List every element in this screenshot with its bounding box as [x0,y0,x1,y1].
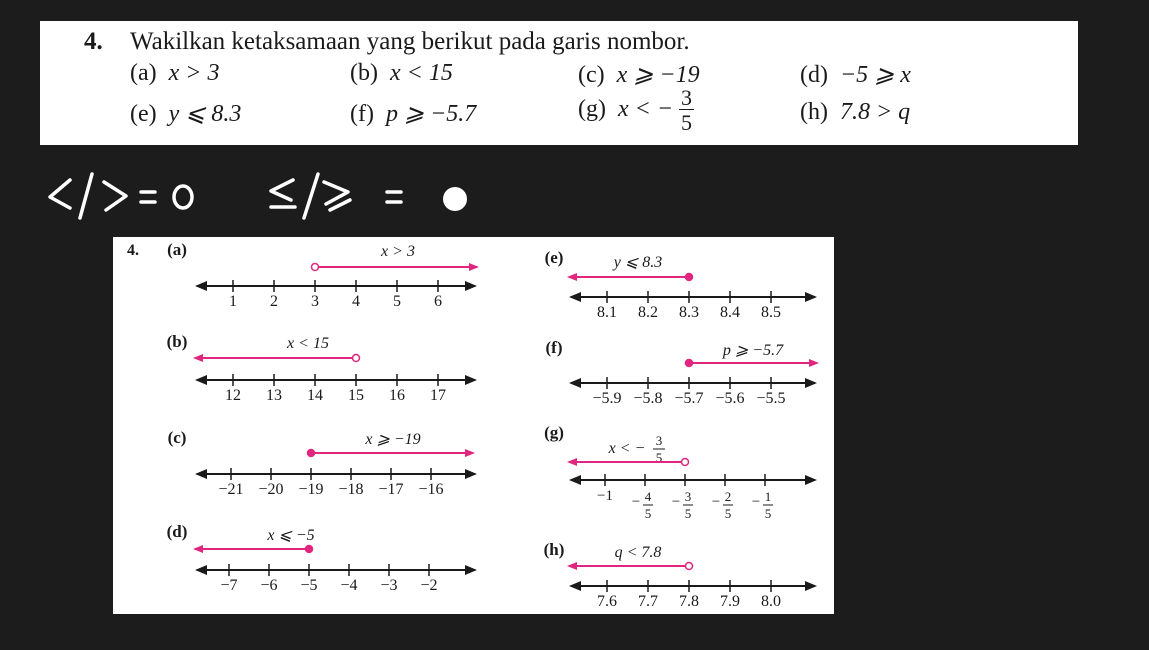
item-g-tick-label-num: 2 [724,489,732,504]
item-h-tick-label: 7.8 [679,593,699,610]
item-c-tick-label: −18 [338,481,364,498]
equals-stroke [141,192,155,202]
item-c-axis-left-arrow [195,469,207,479]
item-c-tick-label: −17 [378,481,404,498]
item-g-tick-label-sign: − [631,494,641,510]
item-b-tick-label: 12 [225,387,241,404]
question-number: 4. [84,28,103,55]
item-h-ray-arrow [567,562,577,570]
equals-stroke-2 [387,192,401,202]
item-g-tick-label: −1 [597,488,613,504]
item-g-tick-label-sign: − [671,494,681,510]
number-lines [113,237,834,614]
item-a-tick-label: 4 [352,293,360,310]
item-h-axis-left-arrow [569,581,581,591]
item-g-inequality: x < − [608,440,646,457]
item-b-tick-label: 13 [266,387,282,404]
item-b-tick-label: 16 [389,387,405,404]
part-h: (h) 7.8 > q [800,99,911,125]
item-g-ray-arrow [567,458,577,466]
item-c-label: (c) [167,428,187,447]
item-e-tick-label: 8.3 [679,304,699,321]
item-d-ray-arrow [193,545,203,553]
item-h-open-point [686,563,693,570]
item-h-label: (h) [543,540,565,559]
item-g-axis-right-arrow [805,475,817,485]
item-a-tick-label: 2 [270,293,278,310]
item-h-tick-label: 8.0 [761,593,781,610]
item-b-inequality: x < 15 [287,335,329,352]
item-c-tick-label: −20 [258,481,284,498]
item-g-tick-label-num: 4 [644,489,652,504]
part-a: (a) x > 3 [130,60,220,86]
item-g-tick-label-den: 5 [724,506,732,521]
item-a-inequality: x > 3 [381,243,415,260]
item-g-tick-label-sign: − [711,494,721,510]
item-e-inequality: y ⩽ 8.3 [613,254,663,271]
item-e-closed-point [686,274,693,281]
item-e-tick-label: 8.5 [761,304,781,321]
item-c-ray-arrow [465,449,475,457]
item-f-tick-label: −5.6 [715,390,745,407]
item-a-tick-label: 3 [311,293,319,310]
greater-than-stroke [104,182,126,210]
item-d-axis-left-arrow [195,565,207,575]
item-f-ray-arrow [809,359,819,367]
item-f-label: (f) [545,338,563,357]
item-b-open-point [353,355,360,362]
item-a-ray-arrow [469,263,479,271]
item-a-tick-label: 5 [393,293,401,310]
part-g: (g) x < − $\frac{3}{5}$ [578,85,693,135]
item-e-ray-arrow [567,273,577,281]
item-g-axis-left-arrow [569,475,581,485]
item-g-tick-label-num: 3 [684,489,692,504]
slash-stroke [80,174,92,218]
filled-circle-stroke [443,187,467,211]
item-c-tick-label: −19 [298,481,324,498]
item-g-label: (g) [544,423,564,442]
item-e-axis-right-arrow [805,292,817,302]
item-e-tick-label: 8.1 [597,304,617,321]
part-f: (f) p ⩾ −5.7 [350,101,477,127]
item-h-inequality: q < 7.8 [614,544,662,561]
handwritten-note [0,160,520,240]
item-b-label: (b) [166,332,188,351]
item-g-open-point [682,459,689,466]
item-f-tick-label: −5.5 [756,390,786,407]
item-h-tick-label: 7.7 [638,593,658,610]
item-d-label: (d) [166,522,188,541]
item-h-tick-label: 7.9 [720,593,740,610]
item-c-tick-label: −21 [218,481,244,498]
item-b-ray-arrow [193,354,203,362]
item-c-inequality: x ⩾ −19 [365,431,421,448]
item-d-tick-label: −6 [260,577,278,594]
item-f-axis-left-arrow [569,378,581,388]
item-d-axis-right-arrow [465,565,477,575]
slash-stroke-2 [304,174,318,218]
item-h-axis-right-arrow [805,581,817,591]
question-title: Wakilkan ketaksamaan yang berikut pada garis nombor. [130,28,690,55]
item-b-tick-label: 15 [348,387,364,404]
answer-number: 4. [127,242,139,259]
less-equal-stroke [271,180,295,207]
greater-equal-stroke [324,182,350,210]
item-a-tick-label: 1 [229,293,237,310]
item-d-closed-point [306,546,313,553]
item-b-tick-label: 14 [307,387,323,404]
item-g-tick-label-den: 5 [644,506,652,521]
item-d-tick-label: −3 [380,577,398,594]
item-a-axis-right-arrow [465,281,477,291]
item-f-tick-label: −5.8 [633,390,663,407]
item-c-tick-label: −16 [418,481,444,498]
item-e-label: (e) [544,248,564,267]
item-e-axis-left-arrow [569,292,581,302]
item-d-tick-label: −7 [220,577,238,594]
item-f-tick-label: −5.9 [592,390,622,407]
item-a-open-point [312,264,319,271]
fraction: $\frac{3}{5}$ [681,85,693,135]
item-b-axis-left-arrow [195,375,207,385]
item-d-inequality: x ⩽ −5 [267,527,315,544]
part-b: (b) x < 15 [350,60,453,86]
item-g-tick-label-den: 5 [684,506,692,521]
item-f-inequality: p ⩾ −5.7 [722,342,784,359]
item-g-tick-label-sign: − [751,494,761,510]
item-f-tick-label: −5.7 [674,390,704,407]
item-a-axis-left-arrow [195,281,207,291]
item-f-closed-point [686,360,693,367]
item-b-tick-label: 17 [430,387,446,404]
item-b-axis-right-arrow [465,375,477,385]
item-f-axis-right-arrow [805,378,817,388]
item-g-inequality-den: 5 [655,450,663,465]
item-d-tick-label: −5 [300,577,318,594]
item-d-tick-label: −4 [340,577,358,594]
item-d-tick-label: −2 [420,577,438,594]
item-g-inequality-num: 3 [655,433,663,448]
part-d: (d) −5 ⩾ x [800,62,911,88]
item-c-closed-point [308,450,315,457]
item-a-tick-label: 6 [434,293,442,310]
open-circle-stroke [174,186,192,208]
item-c-axis-right-arrow [465,469,477,479]
item-g-tick-label-den: 5 [764,506,772,521]
item-g-tick-label-num: 1 [764,489,772,504]
item-e-tick-label: 8.2 [638,304,658,321]
item-a-label: (a) [167,240,187,259]
part-e: (e) y ⩽ 8.3 [130,101,242,127]
item-h-tick-label: 7.6 [597,593,617,610]
answer-panel [113,237,834,614]
item-e-tick-label: 8.4 [720,304,740,321]
question-panel [40,21,1078,145]
part-c: (c) x ⩾ −19 [578,62,700,88]
less-than-stroke [50,180,70,208]
